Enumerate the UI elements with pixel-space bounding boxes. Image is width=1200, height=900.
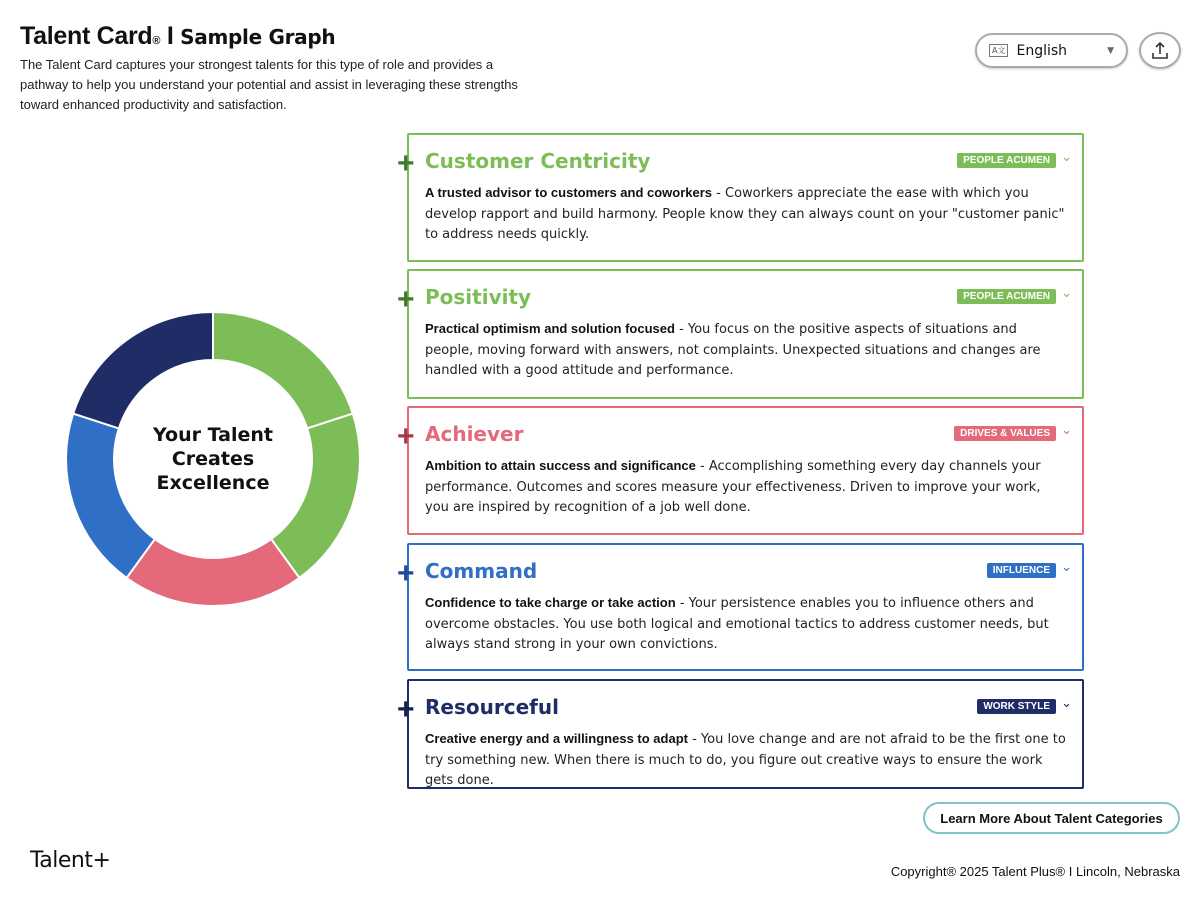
chevron-down-icon[interactable]: ⌄ [1061, 149, 1072, 164]
plus-icon[interactable]: + [397, 283, 415, 316]
talent-plus-logo: Talent+ [30, 848, 111, 873]
card-title: Resourceful [425, 695, 559, 719]
talent-card-customer-centricity[interactable] [397, 133, 1084, 262]
card-description: Confidence to take charge or take action - Your persistence enables you to influence others and overcome obstacles. You use both logical and emotional tactics to address customer needs, but always stand strong in your own convictions. [425, 595, 1049, 652]
donut-segment-resourceful [73, 312, 213, 428]
chevron-down-icon[interactable]: ⌄ [1061, 695, 1072, 710]
talent-card-achiever[interactable] [397, 406, 1084, 535]
plus-icon[interactable]: + [397, 557, 415, 590]
talent-card-command[interactable] [397, 543, 1084, 671]
talent-card-resourceful[interactable] [397, 679, 1084, 789]
category-badge: PEOPLE ACUMEN [957, 153, 1056, 168]
upload-icon [1150, 41, 1170, 61]
share-button[interactable] [1139, 32, 1181, 69]
chevron-down-icon[interactable]: ⌄ [1061, 422, 1072, 437]
talent-card-positivity[interactable] [397, 269, 1084, 399]
language-select[interactable] [975, 33, 1128, 68]
card-title: Achiever [425, 422, 524, 446]
card-description: Practical optimism and solution focused - You focus on the positive aspects of situations and people, moving forward with answers, not complaints. Unexpected situations and changes are handled with a good attitude and performance. [425, 321, 1041, 378]
language-label: English [1016, 42, 1068, 59]
category-badge: DRIVES & VALUES [954, 426, 1056, 441]
card-title: Command [425, 559, 538, 583]
card-title: Customer Centricity [425, 149, 651, 173]
learn-more-button[interactable]: Learn More About Talent Categories [923, 802, 1180, 834]
category-badge: INFLUENCE [987, 563, 1056, 578]
card-description: Ambition to attain success and significance - Accomplishing something every day channels your performance. Outcomes and scores measure your effectiveness. Driven to improve your work, you are inspired by recognition of a job well done. [425, 458, 1041, 515]
card-title: Positivity [425, 285, 532, 309]
donut-center-text: Your Talent Creates Excellence [153, 424, 273, 494]
card-description: Creative energy and a willingness to adapt - You love change and are not afraid to be the first one to try something new. When there is much to do, you figure out creative ways to ensure the work gets done. [425, 731, 1066, 788]
copyright: Copyright® 2025 Talent Plus® I Lincoln, Nebraska [890, 864, 1180, 879]
caret-down-icon: ▼ [1107, 45, 1114, 56]
category-badge: WORK STYLE [977, 699, 1056, 714]
page-title: Talent Card® I Sample Graph [20, 22, 336, 50]
plus-icon[interactable]: + [397, 693, 415, 726]
plus-icon[interactable]: + [397, 420, 415, 453]
intro-text: The Talent Card captures your strongest talents for this type of role and provides a pathway to help you understand your potential and assist in leveraging these strengths toward enhanced productivity and satisfaction. [20, 57, 518, 112]
chevron-down-icon[interactable]: ⌄ [1061, 559, 1072, 574]
translate-icon: A文 [989, 44, 1008, 57]
donut-segment-achiever [127, 539, 300, 606]
card-description: A trusted advisor to customers and coworkers - Coworkers appreciate the ease with which you develop rapport and build harmony. People know they can always count on your "customer panic" to address needs quickly. [425, 185, 1065, 242]
plus-icon[interactable]: + [397, 147, 415, 180]
donut-segment-customer-centricity [213, 312, 353, 428]
chevron-down-icon[interactable]: ⌄ [1061, 285, 1072, 300]
category-badge: PEOPLE ACUMEN [957, 289, 1056, 304]
